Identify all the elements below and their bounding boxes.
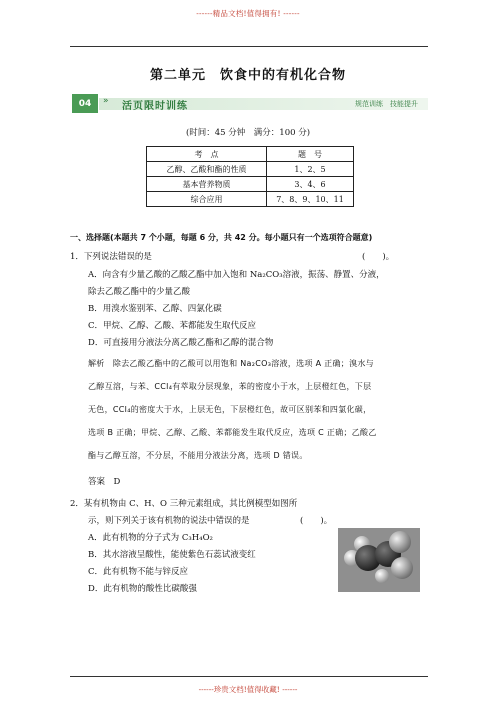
q2-option-d: D．此有机物的酸性比碳酸强 xyxy=(88,584,197,594)
q2-option-b: B．其水溶液呈酸性，能使紫色石蕊试液变红 xyxy=(88,550,256,560)
table-header: 考 点 xyxy=(147,147,267,162)
footer-note: ------珍贵文档!值得收藏! ------ xyxy=(198,685,298,694)
table-row xyxy=(147,162,354,177)
q1-option-a: A．向含有少量乙酸的乙酸乙酯中加入饱和 Na₂CO₃溶液，振荡、静置、分液， xyxy=(88,270,385,280)
table-row xyxy=(147,177,354,192)
q1-option-c: C．甲烷、乙醇、乙酸、苯都能发生取代反应 xyxy=(88,321,257,331)
header-note: ------精品文档!值得拥有! ------ xyxy=(196,9,300,18)
banner-badge: 04 xyxy=(72,94,98,113)
table-header: 题 号 xyxy=(267,147,354,162)
q1-analysis-line: 酯与乙醇互溶，不分层，不能用分液法分离，选项 D 错误。 xyxy=(88,451,308,460)
q1-answer: 答案 D xyxy=(88,477,121,487)
table-cell: 1、2、5 xyxy=(267,162,354,177)
header-rule xyxy=(70,46,428,47)
q2-option-c: C．此有机物不能与锌反应 xyxy=(88,567,189,577)
table-header-row xyxy=(147,147,354,162)
q1-option-a-cont: 除去乙酸乙酯中的少量乙酸 xyxy=(88,287,191,297)
q1-analysis-line: 乙醇互溶，与苯、CCl₄有萃取分层现象，苯的密度小于水，上层橙红色，下层 xyxy=(88,382,372,391)
table-row xyxy=(147,192,354,207)
q1-analysis-line: 无色，CCl₄的密度大于水，上层无色，下层橙红色，故可区别苯和四氯化碳， xyxy=(88,405,372,414)
topic-table xyxy=(146,146,354,207)
q1-stem: 1．下列说法错误的是 xyxy=(70,252,152,262)
section-heading: 一、选择题(本题共 7 个小题，每题 6 分，共 42 分。每小题只有一个选项符合题意) xyxy=(70,233,373,242)
chevron-right-icon: » xyxy=(103,96,109,106)
banner-tagline: 规范训练 技能提升 xyxy=(355,100,418,108)
q2-blank: ( )。 xyxy=(300,516,333,526)
page-title: 第二单元 饮食中的有机化合物 xyxy=(149,68,346,83)
q2-stem: 2．某有机物由 C、H、O 三种元素组成，其比例模型如图所 xyxy=(70,499,298,509)
q2-stem-cont: 示，则下列关于该有机物的说法中错误的是 xyxy=(88,516,250,526)
time-score: (时间：45 分钟 满分：100 分) xyxy=(185,128,311,138)
q1-analysis-line: 解析 除去乙酸乙酯中的乙酸可以用饱和 Na₂CO₃溶液，选项 A 正确；溴水与 xyxy=(88,359,374,368)
table-cell: 7、8、9、10、11 xyxy=(267,192,354,207)
q1-option-d: D．可直接用分液法分离乙酸乙酯和乙醇的混合物 xyxy=(88,338,274,348)
banner-label: 活页限时训练 xyxy=(122,101,188,112)
section-banner xyxy=(72,94,428,113)
footer-rule xyxy=(70,676,428,677)
table-cell: 3、4、6 xyxy=(267,177,354,192)
table-cell: 基本营养物质 xyxy=(147,177,267,192)
q2-option-a: A．此有机物的分子式为 C₃H₄O₂ xyxy=(88,533,213,543)
q1-blank: ( )。 xyxy=(362,252,395,262)
table-cell: 综合应用 xyxy=(147,192,267,207)
q1-analysis-line: 选项 B 正确；甲烷、乙醇、乙酸、苯都能发生取代反应，选项 C 正确；乙酸乙 xyxy=(88,428,377,437)
table-cell: 乙醇、乙酸和酯的性质 xyxy=(147,162,267,177)
space-filling-molecule-model xyxy=(338,528,420,592)
q1-option-b: B．用溴水鉴别苯、乙醇、四氯化碳 xyxy=(88,304,222,314)
